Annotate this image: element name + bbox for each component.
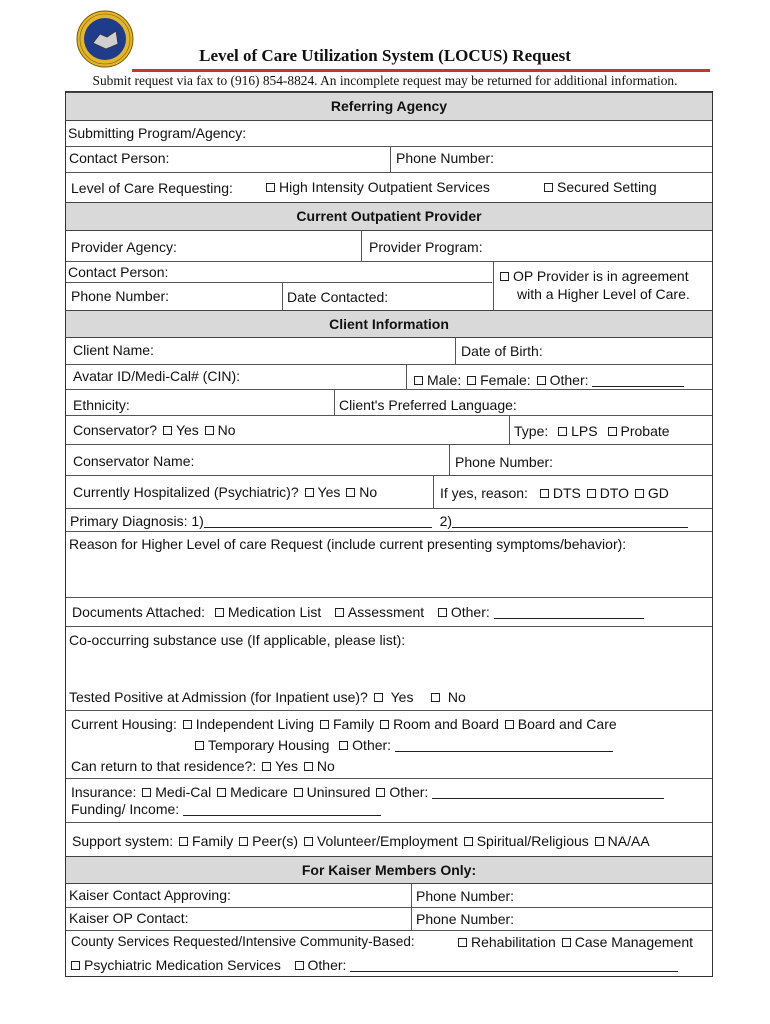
checkbox-board-care[interactable] [505,720,514,729]
kaiser-contact-approving-field[interactable]: Kaiser Contact Approving: [69,887,231,903]
housing-options-row2[interactable]: Temporary Housing Other: [193,737,613,753]
checkbox-dts[interactable] [540,489,549,498]
hospitalization-reason-options[interactable]: If yes, reason: DTS DTO GD [440,485,669,501]
checkbox-family[interactable] [320,720,329,729]
checkbox-probate[interactable] [608,427,617,436]
page-title: Level of Care Utilization System (LOCUS) Request [199,46,571,65]
county-services-label: County Services Requested/Intensive Community-Based: [71,934,415,949]
checkbox-yes[interactable] [262,762,271,771]
ethnicity-field[interactable]: Ethnicity: [73,397,130,413]
submitting-program-field[interactable]: Submitting Program/Agency: [68,125,247,141]
checkbox[interactable] [500,272,509,281]
hospitalized-question[interactable]: Currently Hospitalized (Psychiatric)? Yes No [73,484,378,500]
provider-agency-field[interactable]: Provider Agency: [71,239,177,255]
tested-positive-question[interactable]: Tested Positive at Admission (for Inpatient use)? Yes No [69,689,466,705]
page-subtitle: Submit request via fax to (916) 854-8824. An incomplete request may be returned for additional information. [92,73,678,88]
checkbox-ins-other[interactable] [376,788,385,797]
gender-options[interactable]: Male: Female: Other: [412,372,684,388]
secured-setting-option[interactable]: Secured Setting [542,179,657,195]
conservator-phone-field[interactable]: Phone Number: [455,454,554,470]
kaiser-phone-field-2[interactable]: Phone Number: [416,911,515,927]
support-system-options[interactable]: Support system: Family Peer(s) Volunteer/Employment Spiritual/Religious NA/AA [72,833,650,849]
checkbox-medi-cal[interactable] [142,788,151,797]
checkbox-uninsured[interactable] [294,788,303,797]
checkbox-no[interactable] [205,426,214,435]
date-of-birth-field[interactable]: Date of Birth: [461,343,543,359]
checkbox-sup-na[interactable] [595,837,604,846]
checkbox-housing-other[interactable] [339,741,348,750]
checkbox-sup-peers[interactable] [239,837,248,846]
section-outpatient-provider: Current Outpatient Provider [66,202,712,231]
reason-for-request-field[interactable]: Reason for Higher Level of care Request (include current presenting symptoms/behavior): [69,536,627,552]
county-services-row2[interactable]: Psychiatric Medication Services Other: [69,957,678,973]
substance-use-field[interactable]: Co-occurring substance use (If applicable, please list): [69,632,406,648]
checkbox[interactable] [544,183,553,192]
county-services-options[interactable]: Rehabilitation Case Management [456,934,693,950]
can-return-question[interactable]: Can return to that residence?: Yes No [71,758,335,774]
checkbox-no[interactable] [431,693,440,702]
locus-request-form [65,91,713,977]
insurance-options[interactable]: Insurance: Medi-Cal Medicare Uninsured Other: [71,784,664,800]
documents-attached-options[interactable]: Documents Attached: Medication List Assessment Other: [72,604,644,620]
phone-number-field[interactable]: Phone Number: [396,150,495,166]
checkbox-lps[interactable] [558,427,567,436]
checkbox-temporary[interactable] [195,741,204,750]
checkbox-medication-list[interactable] [215,608,224,617]
checkbox-no[interactable] [304,762,313,771]
checkbox-sup-volunteer[interactable] [304,837,313,846]
checkbox-gd[interactable] [635,489,644,498]
client-name-field[interactable]: Client Name: [73,342,154,358]
op-contact-person-field[interactable]: Contact Person: [68,264,169,280]
contact-person-field[interactable]: Contact Person: [69,150,170,166]
conservator-name-field[interactable]: Conservator Name: [73,453,195,469]
checkbox-rehab[interactable] [458,938,467,947]
checkbox-male[interactable] [414,376,423,385]
current-housing-options[interactable]: Current Housing: Independent Living Family Room and Board Board and Care [71,716,617,732]
section-referring-agency: Referring Agency [66,92,712,121]
provider-program-field[interactable]: Provider Program: [369,239,483,255]
checkbox-sup-family[interactable] [179,837,188,846]
checkbox-medicare[interactable] [217,788,226,797]
title-underline [132,69,710,72]
checkbox-other[interactable] [537,376,546,385]
checkbox-assessment[interactable] [335,608,344,617]
kaiser-op-contact-field[interactable]: Kaiser OP Contact: [69,910,189,926]
high-intensity-option[interactable]: High Intensity Outpatient Services [264,179,490,195]
level-of-care-label: Level of Care Requesting: [71,180,233,196]
checkbox-sup-spiritual[interactable] [464,837,473,846]
checkbox-independent[interactable] [183,720,192,729]
checkbox-psych-meds[interactable] [71,961,80,970]
checkbox-no[interactable] [346,488,355,497]
checkbox-yes[interactable] [305,488,314,497]
op-agreement-option[interactable]: OP Provider is in agreement [498,268,689,284]
section-kaiser-members: For Kaiser Members Only: [66,856,712,884]
checkbox-dto[interactable] [587,489,596,498]
checkbox-yes[interactable] [163,426,172,435]
date-contacted-field[interactable]: Date Contacted: [287,289,389,305]
primary-diagnosis-field[interactable]: Primary Diagnosis: 1) 2) [70,513,688,529]
checkbox-case-mgmt[interactable] [562,938,571,947]
kaiser-phone-field-1[interactable]: Phone Number: [416,888,515,904]
checkbox[interactable] [266,183,275,192]
conservator-question[interactable]: Conservator? Yes No [73,422,236,438]
op-phone-number-field[interactable]: Phone Number: [71,288,170,304]
op-agreement-line2: with a Higher Level of Care. [517,286,690,302]
preferred-language-field[interactable]: Client's Preferred Language: [339,397,517,413]
checkbox-yes[interactable] [374,693,383,702]
checkbox-female[interactable] [467,376,476,385]
checkbox-doc-other[interactable] [438,608,447,617]
checkbox-room-board[interactable] [380,720,389,729]
section-client-information: Client Information [66,310,712,338]
funding-income-field[interactable]: Funding/ Income: [71,801,381,817]
conservator-type-options[interactable]: Type: LPS Probate [514,423,670,439]
avatar-id-field[interactable]: Avatar ID/Medi-Cal# (CIN): [73,368,241,384]
checkbox-kaiser-other[interactable] [295,961,304,970]
